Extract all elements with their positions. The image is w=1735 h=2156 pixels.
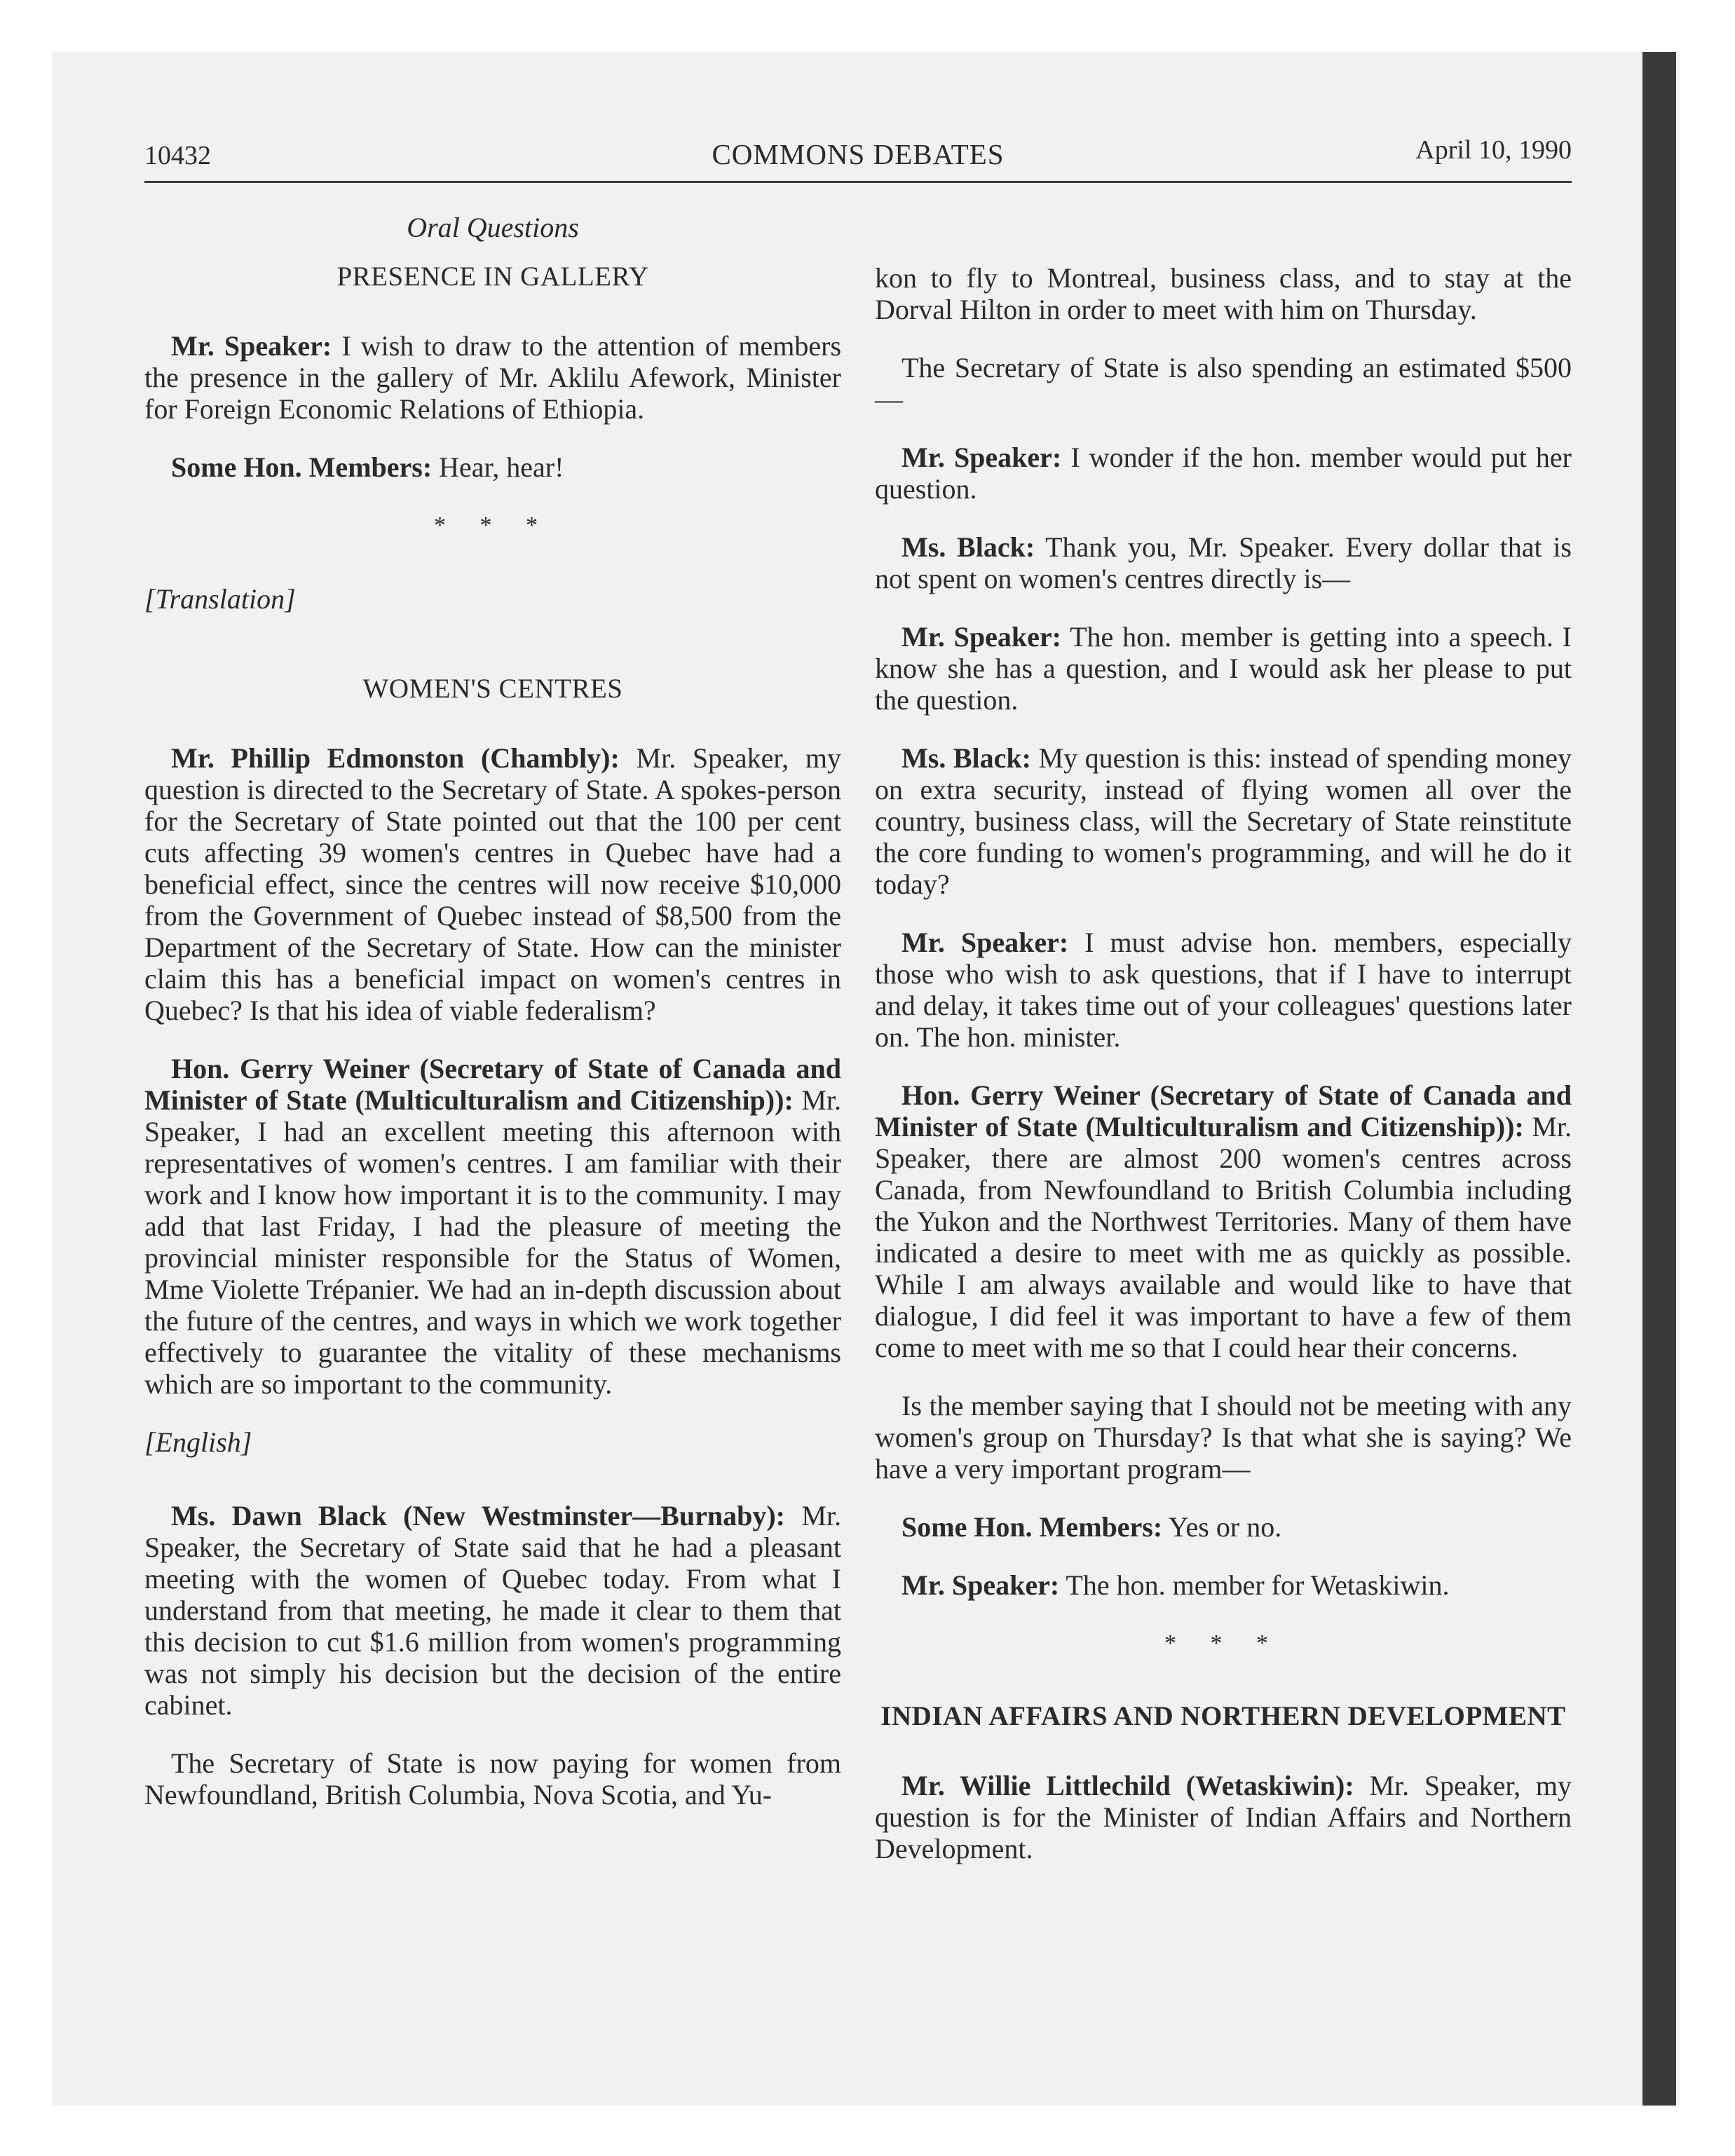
speaker-name: Mr. Speaker: bbox=[171, 330, 332, 362]
paragraph bbox=[875, 442, 1572, 505]
speech-text: Mr. Speaker, there are almost 200 women's centres across Canada, from Newfoundland to British Columbia including the Yukon and the Northwest Territories. Many of them have indicated a desire to meet with me as quickly as possible. While I am always available and would like to have that dialogue, I did feel it was important to have a few of them come to meet with me so that I could hear their concerns. bbox=[875, 1111, 1572, 1363]
paragraph bbox=[875, 1079, 1572, 1363]
speech-text: Mr. Speaker, my question is for the Minister of Indian Affairs and Northern Development. bbox=[875, 1770, 1572, 1864]
speaker-name: Mr. Speaker: bbox=[901, 927, 1069, 958]
speaker-name: Mr. Speaker: bbox=[901, 1569, 1060, 1601]
speaker-name: Mr. Speaker: bbox=[901, 442, 1062, 473]
speaker-name: Some Hon. Members: bbox=[901, 1511, 1163, 1543]
paragraph bbox=[144, 451, 841, 483]
speech-text: I wish to draw to the attention of members the presence in the gallery of Mr. Aklilu Afework, Minister for Foreign Economic Relations of Ethiopia. bbox=[144, 330, 842, 425]
left-column bbox=[144, 203, 841, 1837]
paragraph bbox=[144, 330, 841, 425]
speech-text: Is the member saying that I should not be meeting with any women's group on Thursday? Is that what she is saying? We have a very important program— bbox=[875, 1390, 1572, 1485]
speech-text: Mr. Speaker, my question is directed to the Secretary of State. A spokes-person for the Secretary of State pointed out that the 100 per cent cuts affecting 39 women's centres in Quebec have had a beneficial effect, since the centres will now receive $10,000 from the Government of Quebec instead of $8,500 from the Department of the Secretary of State. How can the minister claim this has a beneficial impact on women's centres in Quebec? Is that his idea of viable federalism? bbox=[144, 742, 841, 1026]
paragraph bbox=[875, 742, 1572, 900]
header-rule bbox=[144, 181, 1572, 183]
speech-text: Mr. Speaker, the Secretary of State said that he had a pleasant meeting with the women of Quebec today. From what I understand from that meeting, he made it clear to them that this decision to cut $1.6 million from women's programming was not simply his decision but the decision of the entire cabinet. bbox=[144, 1500, 841, 1721]
speech-text: Yes or no. bbox=[1162, 1511, 1282, 1543]
speaker-name: Ms. Black: bbox=[901, 531, 1035, 563]
speech-text: The Secretary of State is now paying for women from Newfoundland, British Columbia, Nova Scotia, and Yu- bbox=[144, 1747, 841, 1810]
heading-indian-affairs: INDIAN AFFAIRS AND NORTHERN DEVELOPMENT bbox=[880, 1701, 1566, 1731]
speech-text: Thank you, Mr. Speaker. Every dollar that is not spent on women's centres directly is— bbox=[875, 531, 1572, 594]
scan-edge-shadow bbox=[1642, 52, 1676, 2106]
speaker-name: Mr. Willie Littlechild (Wetaskiwin): bbox=[901, 1770, 1354, 1801]
right-column bbox=[875, 262, 1572, 1891]
heading-womens-centres: WOMEN'S CENTRES bbox=[362, 674, 623, 704]
paragraph bbox=[875, 531, 1572, 594]
paragraph bbox=[875, 1569, 1572, 1601]
speaker-name: Hon. Gerry Weiner (Secretary of State of Canada and Minister of State (Multiculturalism and Citizenship)): bbox=[144, 1053, 841, 1116]
speech-text: kon to fly to Montreal, business class, and to stay at the Dorval Hilton in order to meet with him on Thursday. bbox=[875, 262, 1572, 325]
page-number: 10432 bbox=[144, 141, 211, 170]
paragraph bbox=[144, 1500, 841, 1721]
speech-text: The hon. member is getting into a speech. I know she has a question, and I would ask her please to put the question. bbox=[875, 621, 1572, 716]
speech-text: I wonder if the hon. member would put her question. bbox=[875, 442, 1572, 505]
heading-presence-in-gallery: PRESENCE IN GALLERY bbox=[336, 261, 649, 292]
speaker-name: Mr. Speaker: bbox=[901, 621, 1061, 653]
paragraph bbox=[875, 1770, 1572, 1864]
speaker-name: Hon. Gerry Weiner (Secretary of State of Canada and Minister of State (Multiculturalism and Citizenship)): bbox=[875, 1079, 1572, 1142]
speech-text: The hon. member for Wetaskiwin. bbox=[1059, 1569, 1450, 1601]
paragraph bbox=[144, 1747, 841, 1810]
section-separator: * * * bbox=[434, 512, 552, 538]
paragraph bbox=[875, 1511, 1572, 1543]
speaker-name: Ms. Black: bbox=[901, 742, 1031, 774]
speech-text: Mr. Speaker, I had an excellent meeting this afternoon with representatives of women's centres. I am familiar with their work and I know how important it is to the community. I may add that last Friday, I had the pleasure of meeting the provincial minister responsible for the Status of Women, Mme Violette Trépanier. We had an in-depth discussion about the future of the centres, and ways in which we work together effectively to guarantee the vitality of these mechanisms which are so important to the community. bbox=[144, 1084, 841, 1400]
publication-title: COMMONS DEBATES bbox=[712, 138, 1005, 170]
paragraph bbox=[875, 927, 1572, 1053]
page-header bbox=[144, 133, 1572, 175]
speaker-name: Some Hon. Members: bbox=[171, 451, 433, 483]
publication-date: April 10, 1990 bbox=[1415, 135, 1572, 165]
paragraph bbox=[875, 352, 1572, 415]
paragraph bbox=[875, 621, 1572, 716]
translation-label: [Translation] bbox=[144, 583, 296, 615]
speaker-name: Mr. Phillip Edmonston (Chambly): bbox=[171, 742, 620, 774]
paragraph bbox=[144, 742, 841, 1026]
section-label: Oral Questions bbox=[407, 212, 579, 243]
paragraph bbox=[875, 1390, 1572, 1485]
english-label: [English] bbox=[144, 1426, 252, 1458]
speech-text: The Secretary of State is also spending an estimated $500— bbox=[875, 352, 1572, 415]
speech-text: I must advise hon. members, especially those who wish to ask questions, that if I have to interrupt and delay, it takes time out of your colleagues' questions later on. The hon. minister. bbox=[875, 927, 1572, 1053]
speech-text: Hear, hear! bbox=[432, 451, 564, 483]
speech-text: My question is this: instead of spending money on extra security, instead of flying women all over the country, business class, will the Secretary of State reinstitute the core funding to women's programming, and will he do it today? bbox=[875, 742, 1572, 900]
paragraph bbox=[875, 262, 1572, 325]
paragraph bbox=[144, 1053, 841, 1400]
speaker-name: Ms. Dawn Black (New Westminster—Burnaby): bbox=[171, 1500, 785, 1531]
section-separator: * * * bbox=[1164, 1630, 1282, 1656]
